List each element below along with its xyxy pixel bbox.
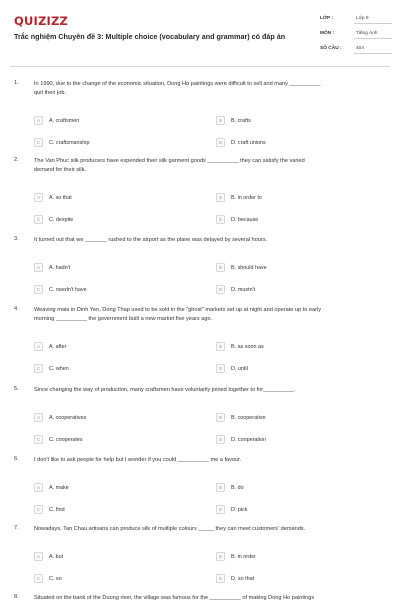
meta-underline xyxy=(354,38,392,39)
question-text-line: The Van Phuc silk producers have expended their silk garment goods __________ they can satisfy the varied xyxy=(34,158,305,164)
option-text: D. so that xyxy=(231,575,255,582)
question-text xyxy=(34,594,390,600)
meta-label: MÔN : xyxy=(320,31,335,36)
option-letter: D xyxy=(218,575,223,581)
answer-option-b[interactable] xyxy=(216,482,376,494)
option-letter: A xyxy=(37,194,40,200)
option-letter: B xyxy=(219,117,222,123)
option-text: C. find xyxy=(49,506,65,513)
question-text-line: I don't like to ask people for help but I wonder if you could __________ me a favour. xyxy=(34,457,242,463)
option-text: D. craft unions xyxy=(231,139,266,146)
meta-row-class xyxy=(320,16,392,31)
option-text: A. but xyxy=(49,553,64,560)
option-letter: C xyxy=(36,216,41,222)
option-text: D. until xyxy=(231,365,248,372)
question-text xyxy=(34,306,390,324)
meta-row-question-count xyxy=(320,46,392,61)
option-text: C. cooperates xyxy=(49,436,83,443)
option-text: D. pick xyxy=(231,506,248,513)
answer-option-d[interactable] xyxy=(216,284,376,296)
option-letter: A xyxy=(37,414,40,420)
answer-option-a[interactable] xyxy=(34,412,194,424)
question-text-line: It turned out that we _______ rushed to the airport as the plane was delayed by several hours. xyxy=(34,237,268,243)
worksheet-meta xyxy=(320,16,392,61)
question-text-line: demand for their silk. xyxy=(34,167,86,173)
option-letter: D xyxy=(218,286,223,292)
option-text: A. after xyxy=(49,343,67,350)
option-text: D. because xyxy=(231,216,259,223)
option-letter: A xyxy=(37,343,40,349)
option-text: B. in order to xyxy=(231,194,262,201)
answer-option-d[interactable] xyxy=(216,363,376,375)
option-text: C. despite xyxy=(49,216,74,223)
answer-option-d[interactable] xyxy=(216,504,376,516)
answer-option-c[interactable] xyxy=(34,504,194,516)
option-letter: D xyxy=(218,216,223,222)
question-number: 1. xyxy=(14,80,19,86)
answer-option-b[interactable] xyxy=(216,412,376,424)
answer-option-d[interactable] xyxy=(216,573,376,585)
answer-option-a[interactable] xyxy=(34,262,194,274)
option-text: B. as soon as xyxy=(231,343,264,350)
option-letter: C xyxy=(36,575,41,581)
option-letter: A xyxy=(37,264,40,270)
header-divider xyxy=(10,66,390,67)
option-letter: B xyxy=(219,194,222,200)
option-letter: C xyxy=(36,506,41,512)
question-number: 5. xyxy=(14,386,19,392)
option-text: A. craftsmen xyxy=(49,117,80,124)
question-number: 4. xyxy=(14,306,19,312)
quizizz-logo[interactable]: QUIZIZZ xyxy=(14,14,69,28)
option-letter: D xyxy=(218,436,223,442)
question-text-line: quit their job. xyxy=(34,90,67,96)
question-text-line: Situated on the bank of the Duong river, the village was famous for the __________ of making Dong Ho paintings xyxy=(34,595,315,600)
option-text: A. hadn't xyxy=(49,264,71,271)
option-text: C. craftsmanship xyxy=(49,139,90,146)
option-text: C. so xyxy=(49,575,62,582)
answer-option-a[interactable] xyxy=(34,551,194,563)
answer-option-d[interactable] xyxy=(216,137,376,149)
answer-option-b[interactable] xyxy=(216,115,376,127)
option-text: D. mustn't xyxy=(231,286,256,293)
option-letter: B xyxy=(219,343,222,349)
question-text xyxy=(34,456,390,465)
answer-option-d[interactable] xyxy=(216,214,376,226)
option-text: D. cooperation xyxy=(231,436,267,443)
option-letter: A xyxy=(37,117,40,123)
option-letter: D xyxy=(218,506,223,512)
answer-option-b[interactable] xyxy=(216,551,376,563)
option-text: A. so that xyxy=(49,194,72,201)
option-letter: B xyxy=(219,484,222,490)
option-letter: B xyxy=(219,414,222,420)
question-text xyxy=(34,80,390,98)
answer-option-c[interactable] xyxy=(34,434,194,446)
answer-option-b[interactable] xyxy=(216,262,376,274)
option-letter: C xyxy=(36,286,41,292)
meta-row-subject xyxy=(320,31,392,46)
meta-label: LỚP : xyxy=(320,16,334,21)
option-text: A. cooperatives xyxy=(49,414,87,421)
answer-option-d[interactable] xyxy=(216,434,376,446)
meta-label: SỐ CÂU : xyxy=(320,46,342,51)
question-text xyxy=(34,236,390,245)
meta-underline xyxy=(354,53,392,54)
option-letter: C xyxy=(36,365,41,371)
question-text xyxy=(34,386,390,395)
answer-option-a[interactable] xyxy=(34,341,194,353)
answer-option-a[interactable] xyxy=(34,115,194,127)
answer-option-c[interactable] xyxy=(34,573,194,585)
option-letter: C xyxy=(36,436,41,442)
question-text-line: morning __________ the government built a new market five years ago. xyxy=(34,316,213,322)
answer-option-c[interactable] xyxy=(34,363,194,375)
option-letter: B xyxy=(219,553,222,559)
question-text-line: Nowadays, Tan Chau artisans can produce silk of multiple colours _____ they can meet customers' demands. xyxy=(34,526,306,532)
option-letter: D xyxy=(218,365,223,371)
question-number: 8. xyxy=(14,594,19,600)
option-text: B. crafts xyxy=(231,117,251,124)
answer-option-a[interactable] xyxy=(34,482,194,494)
option-text: B. do xyxy=(231,484,244,491)
question-text-line: Weaving mats in Dinh Yen, Dong Thap used to be sold in the "ghost" markets set up at night and operate up to early xyxy=(34,307,322,313)
answer-option-b[interactable] xyxy=(216,192,376,204)
option-letter: B xyxy=(219,264,222,270)
answer-option-c[interactable] xyxy=(34,137,194,149)
option-text: B. cooperative xyxy=(231,414,266,421)
option-letter: A xyxy=(37,553,40,559)
answer-option-b[interactable] xyxy=(216,341,376,353)
meta-value: Lớp 9 xyxy=(356,16,369,21)
question-text xyxy=(34,157,390,175)
question-text-line: Since changing the way of production, many craftsmen have voluntarily joined together to for__________. xyxy=(34,387,296,393)
question-text xyxy=(34,525,390,534)
question-number: 3. xyxy=(14,236,19,242)
meta-value: 404 xyxy=(356,46,365,51)
option-text: C. needn't have xyxy=(49,286,87,293)
answer-option-c[interactable] xyxy=(34,284,194,296)
option-text: B. should have xyxy=(231,264,267,271)
option-text: A. make xyxy=(49,484,69,491)
option-letter: D xyxy=(218,139,223,145)
question-number: 2. xyxy=(14,157,19,163)
question-number: 6. xyxy=(14,456,19,462)
option-text: B. in order xyxy=(231,553,256,560)
option-text: C. when xyxy=(49,365,69,372)
meta-value: Tiếng Anh xyxy=(356,31,378,36)
question-number: 7. xyxy=(14,525,19,531)
answer-option-c[interactable] xyxy=(34,214,194,226)
answer-option-a[interactable] xyxy=(34,192,194,204)
worksheet-title: Trắc nghiệm Chuyên đề 3: Multiple choice (vocabulary and grammar) có đáp án xyxy=(14,32,286,41)
question-text-line: In 1990, due to the change of the economic situation, Dong Ho paintings were difficult to sell and many __________ xyxy=(34,81,321,87)
option-letter: C xyxy=(36,139,41,145)
option-letter: A xyxy=(37,484,40,490)
worksheet-header xyxy=(0,0,400,64)
meta-underline xyxy=(354,23,392,24)
